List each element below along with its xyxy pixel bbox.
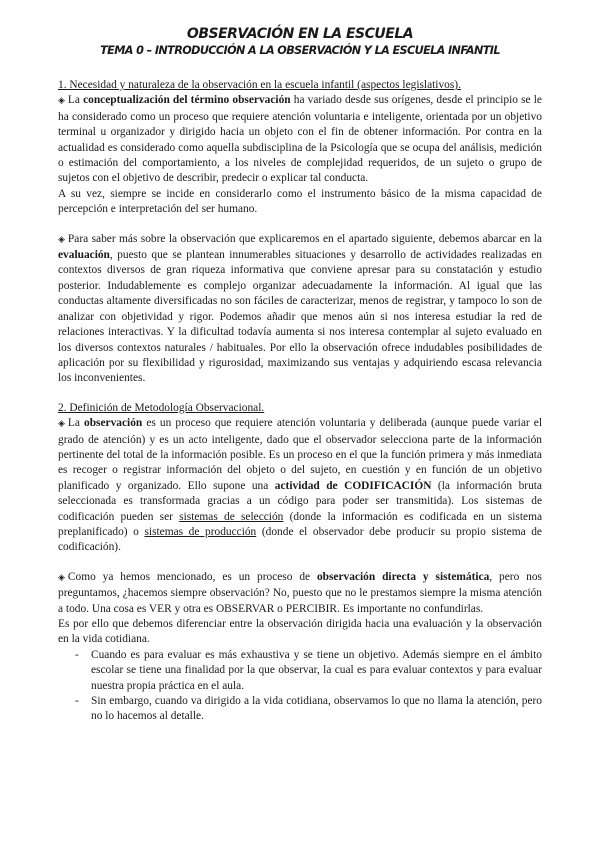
section-1-paragraph-2: A su vez, siempre se incide en considerarlo como el instrumento básico de la misma capacidad de percepción e interpretación del ser humano. xyxy=(58,187,542,216)
document-title: OBSERVACIÓN EN LA ESCUELA xyxy=(186,26,414,42)
section-2-title: 2. Definición de Metodología Observacional. xyxy=(58,401,265,414)
diamond-bullet-icon: ◈ xyxy=(58,572,65,583)
underlined-term: sistemas de selección xyxy=(179,510,284,523)
key-term: observación directa y sistemática xyxy=(316,570,490,583)
section-2-paragraph-2: ◈ Como ya hemos mencionado, es un proceso de observación directa y sistemática, pero nos preguntamos, ¿hacemos siempre observación? No, puesto que no le prestamos siempre la misma atención a todo. Una cosa es VER y otra es OBSERVAR o PERCIBIR. Es importante no confundirlas. xyxy=(58,570,542,615)
diamond-bullet-icon: ◈ xyxy=(58,234,65,245)
list-item: - Cuando es para evaluar es más exhaustiva y se tiene un objetivo. Además siempre en el ámbito escolar se tiene una finalidad por la que observar, la cual es para evaluar contextos y para evaluar nuestra propia práctica en el aula. xyxy=(91,648,542,694)
section-1-paragraph-3: ◈ Para saber más sobre la observación que explicaremos en el apartado siguiente, debemos abarcar en la evaluación, puesto que se plantean innumerables situaciones y desarrollo de actividades realizadas en contextos diversos de gran riqueza informativa que conviene apresar para su constatación y estudio posterior. Indudablemente es complejo organizar adecuadamente la información. Al igual que las conductas altamente diversificadas no son fáciles de caracterizar, menos de registrar, y tampoco lo son de analizar con objetividad y rigor. Podemos añadir que menos aún si nos interesa estudiar la red de relaciones interactivas. Y la dificultad todavía aumenta si nos interesa contemplar al sujeto evaluado en los diversos contextos naturales / habituales. Por ello la observación ofrece indudables posibilidades de aplicación por su flexibilidad y rigurosidad, maximizando sus ventajas y adquiriendo escasa relevancia los inconvenientes. xyxy=(58,232,542,385)
section-2-paragraph-1: ◈ La observación es un proceso que requiere atención voluntaria y deliberada (aunque puede variar el grado de atención) y es un acto inteligente, dado que el observador selecciona parte de la información pertinente del total de la información posible. Es un proceso en el que la función primera y más inmediata es recoger o registrar información del objeto o del sujeto, en cuestión y en función de un objetivo planificado y organizado. Ello supone una actividad de CODIFICACIÓN (la información bruta seleccionada es transformada gracias a un código para poder ser transmitida). Los sistemas de codificación pueden ser sistemas de selección (donde la información es codificada en un sistema preplanificado) o sistemas de producción (donde el observador debe producir su propio sistema de codificación). xyxy=(58,417,542,554)
underlined-term: sistemas de producción xyxy=(144,525,257,538)
section-2-paragraph-3: Es por ello que debemos diferenciar entre la observación dirigida hacia una evaluación y la observación en la vida cotidiana. xyxy=(58,618,542,646)
key-term: conceptualización del término observación xyxy=(83,94,291,107)
dash-list xyxy=(58,648,542,725)
diamond-bullet-icon: ◈ xyxy=(58,96,65,107)
section-1-paragraph-1: ◈ La conceptualización del término observación ha variado desde sus orígenes, desde el principio se le ha considerado como un proceso que requiere atención voluntaria e inteligente, orientada por un objetivo terminal u organizador y dirigido hacia un objeto con el fin de obtener información. Por contra en la actualidad es considerado como aquella subdisciplina de la Psicología que se ocupa del análisis, medición o estimación del comportamiento, a los niveles de complejidad requeridos, de un sujeto o grupo de sujetos con el objetivo de describir, predecir o explicar tal conducta. xyxy=(58,94,542,185)
key-term: evaluación xyxy=(58,249,110,262)
key-term: observación xyxy=(84,417,143,430)
key-term: actividad de CODIFICACIÓN xyxy=(274,479,432,492)
document-subtitle: TEMA 0 – INTRODUCCIÓN A LA OBSERVACIÓN Y LA ESCUELA INFANTIL xyxy=(100,44,500,57)
section-2 xyxy=(58,401,542,725)
list-item: - Sin embargo, cuando va dirigido a la vida cotidiana, observamos lo que no llama la atención, pero no lo hacemos al detalle. xyxy=(91,694,542,725)
diamond-bullet-icon: ◈ xyxy=(58,419,65,430)
section-1 xyxy=(58,78,542,387)
section-1-title: 1. Necesidad y naturaleza de la observación en la escuela infantil (aspectos legislativos). xyxy=(58,79,461,91)
